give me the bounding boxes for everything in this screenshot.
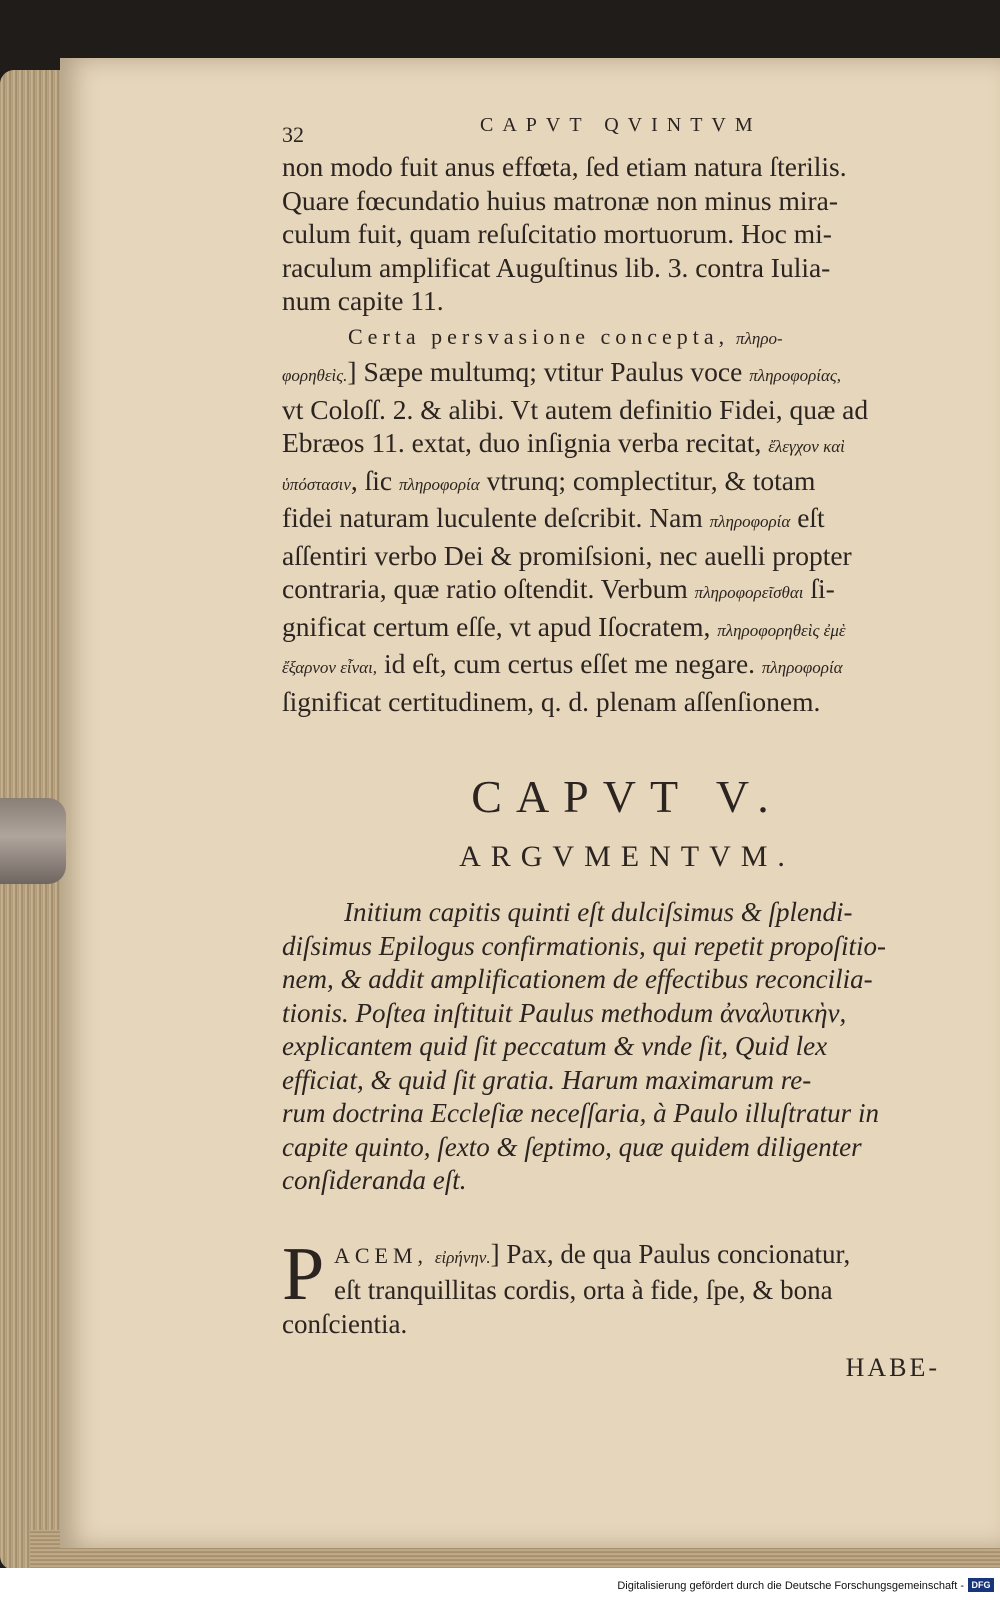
text-line: [282, 572, 972, 610]
text-line: aſſentiri verbo Dei & promiſsioni, nec auelli propter: [282, 539, 852, 571]
text-line: [282, 426, 972, 464]
text-line: conſideranda eſt.: [282, 1165, 467, 1195]
text-line: ſignificat certitudinem, q. d. plenam aſſenſionem.: [282, 685, 821, 717]
greek-term: πληροφορίας,: [749, 366, 842, 385]
greek-term: ἔλεγχον καὶ: [768, 437, 845, 456]
text-span: contraria, quæ ratio oſtendit. Verbum: [282, 573, 688, 604]
greek-term: πληροφορεῖσθαι: [694, 583, 804, 602]
greek-term: πληροφορία: [761, 658, 843, 677]
text-span: ſi-: [810, 573, 835, 604]
dfg-logo-icon: DFG: [968, 1578, 994, 1592]
running-head: [282, 110, 972, 150]
text-line: raculum amplificat Auguſtinus lib. 3. contra Iulia-: [282, 251, 831, 283]
chapter-title: CAPVT V.: [471, 771, 783, 822]
text-line: [282, 1238, 972, 1275]
argument-paragraph: [282, 896, 972, 1198]
paragraph-3: [282, 1231, 972, 1342]
catchword: HABE-: [845, 1353, 940, 1382]
greek-term: πληροφορία: [399, 474, 480, 494]
lemma: ACEM,: [334, 1242, 429, 1268]
text-line: Initium capitis quinti eſt dulciſsimus & ſplendi-: [344, 897, 853, 927]
greek-term: ὑπόστασιν: [282, 474, 351, 494]
footer-credit: Digitalisierung gefördert durch die Deutsche Forschungsgemeinschaft -: [617, 1580, 964, 1592]
text-line: eſt tranquillitas cordis, orta à fide, ſpe, & bona: [334, 1275, 833, 1305]
text-line: [282, 355, 972, 393]
text-span: fidei naturam luculente deſcribit. Nam: [282, 502, 703, 533]
text-span: , ſic: [350, 464, 393, 496]
text-line: tionis. Poſtea inſtituit Paulus methodum ἀναλυτικὴν,: [282, 997, 847, 1028]
text-span: ] Sæpe multumq; vtitur Paulus voce: [347, 356, 743, 387]
text-line: culum fuit, quam reſuſcitatio mortuorum. Hoc mi-: [282, 218, 832, 249]
text-span: Ebræos 11. extat, duo inſignia verba recitat,: [282, 427, 762, 458]
drop-cap: P: [282, 1231, 325, 1316]
text-span: eſt: [797, 502, 825, 533]
text-line: [282, 318, 972, 356]
page-number: 32: [282, 122, 304, 147]
text-line: [282, 647, 972, 685]
text-span: ] Pax, de qua Paulus concionatur,: [490, 1238, 851, 1269]
footer-bar: [0, 1568, 1000, 1600]
paragraph-1: [282, 150, 972, 318]
text-span: vtrunq; complectitur, & totam: [486, 464, 816, 496]
text-line: [282, 464, 972, 502]
argument-heading: ARGVMENTVM.: [459, 840, 795, 873]
text-line: nem, & addit amplificationem de effectibus reconcilia-: [282, 964, 873, 994]
text-span: gnificat certum eſſe, vt apud Iſocratem,: [282, 610, 711, 642]
lemma: Certa persvasione concepta,: [348, 323, 730, 349]
page-content: [282, 110, 972, 1383]
greek-term: φορηθεὶς.: [282, 366, 348, 385]
text-line: num capite 11.: [282, 285, 444, 316]
text-line: vt Coloſſ. 2. & alibi. Vt autem definitio Fidei, quæ ad: [282, 393, 869, 425]
text-line: conſcientia.: [282, 1308, 408, 1339]
running-title: CAPVT QVINTVM: [480, 114, 762, 136]
text-line: efficiat, & quid ſit gratia. Harum maximarum re-: [282, 1064, 812, 1095]
greek-term: ἔξαρνον εἶναι,: [282, 658, 378, 677]
greek-term: πληρο-: [736, 328, 783, 348]
text-line: [282, 501, 972, 539]
text-line: rum doctrina Eccleſiæ neceſſaria, à Paulo illuſtratur in: [282, 1098, 879, 1128]
text-line: Quare fœcundatio huius matronæ non minus mira-: [282, 184, 839, 216]
text-line: explicantem quid ſit peccatum & vnde ſit, Quid lex: [282, 1031, 828, 1061]
paragraph-2: [282, 318, 972, 719]
greek-term: πληροφορία: [709, 512, 791, 531]
page-clip: [0, 798, 66, 884]
text-line: diſsimus Epilogus confirmationis, qui repetit propoſitio-: [282, 930, 887, 961]
greek-term: εἰρήνην.: [434, 1247, 491, 1267]
greek-term: πληροφορηθεὶς ἐμὲ: [717, 620, 846, 640]
text-span: id eſt, cum certus eſſet me negare.: [383, 648, 756, 679]
text-line: non modo fuit anus effœta, ſed etiam natura ſterilis.: [282, 151, 847, 182]
text-line: [282, 610, 972, 648]
text-line: capite quinto, ſexto & ſeptimo, quæ quidem diligenter: [282, 1131, 862, 1162]
